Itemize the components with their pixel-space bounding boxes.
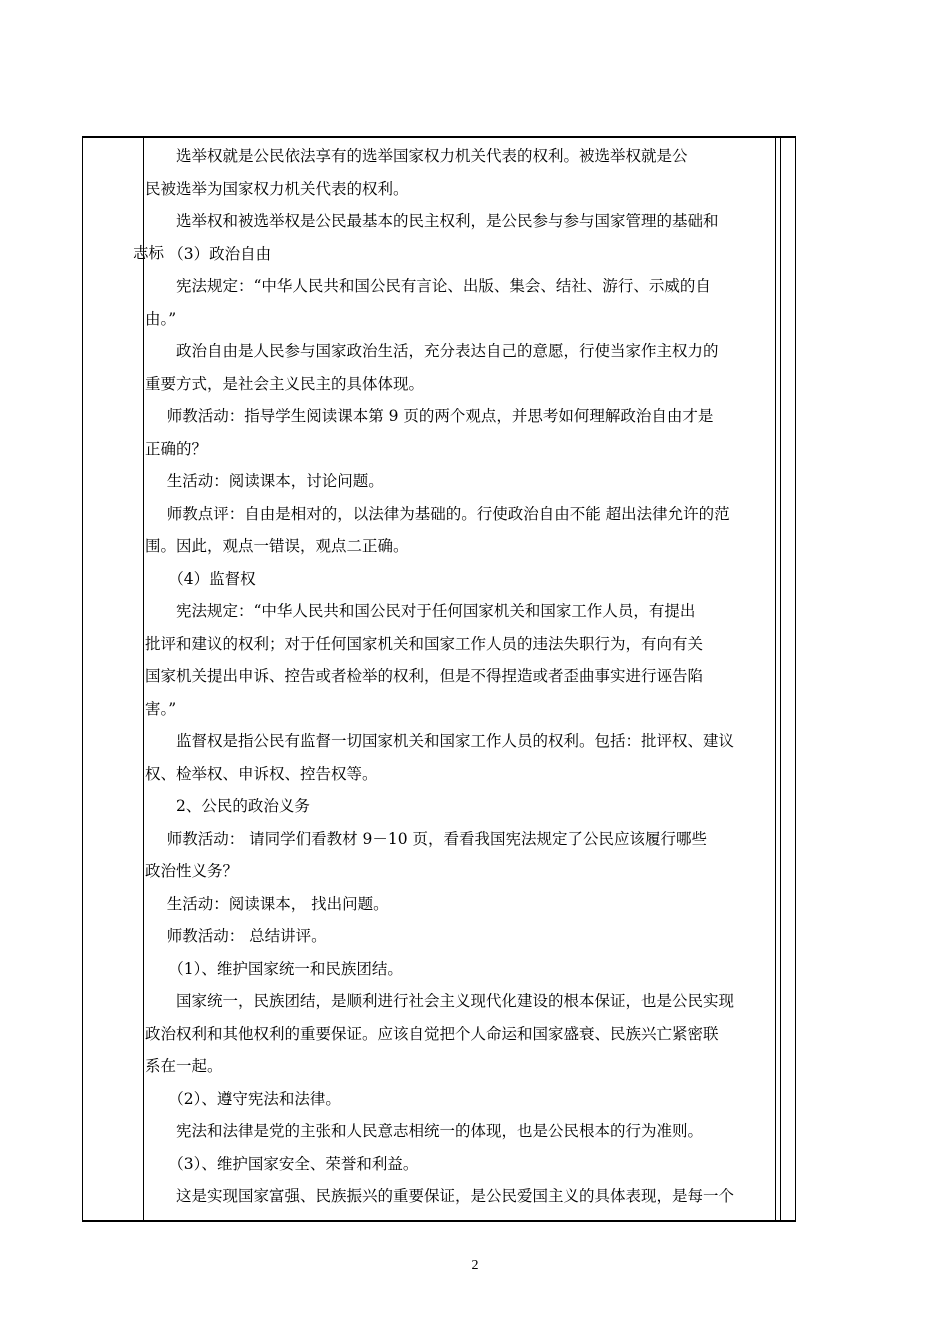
line-20: 监督权是指公民有监督一切国家机关和国家工作人员的权利。包括：批评权、建议 bbox=[176, 732, 735, 750]
line-16: 宪法规定：“中华人民共和国公民对于任何国家机关和国家工作人员，有提出 bbox=[176, 602, 696, 620]
line-31: （2）、遵守宪法和法律。 bbox=[168, 1089, 341, 1108]
line-1: 选举权就是公民依法享有的选举国家权力机关代表的权利。被选举权就是公 bbox=[176, 147, 688, 165]
line-24: 政治性义务？ bbox=[145, 862, 239, 880]
line-2: 民被选举为国家权力机关代表的权利。 bbox=[145, 179, 409, 198]
line-10: 师教活动：指导学生阅读课本第 9 页的两个观点，并思考如何理解政治自由才是 bbox=[166, 407, 714, 425]
line-9: 重要方式，是社会主义民主的具体体现。 bbox=[145, 374, 425, 393]
line-34: 这是实现国家富强、民族振兴的重要保证，是公民爱国主义的具体表现，是每一个 bbox=[176, 1187, 735, 1205]
right-column-border bbox=[775, 138, 776, 1220]
line-7: 由。” bbox=[145, 309, 177, 328]
line-27: （1）、维护国家统一和民族团结。 bbox=[168, 959, 403, 978]
line-26: 师教活动： 总结讲评。 bbox=[166, 927, 327, 945]
line-12: 生活动：阅读课本，讨论问题。 bbox=[166, 472, 384, 490]
line-19: 害。” bbox=[145, 699, 177, 718]
line-3: 选举权和被选举权是公民最基本的民主权利，是公民参与参与国家管理的基础和 bbox=[176, 212, 719, 230]
line-33: （3）、维护国家安全、荣誉和利益。 bbox=[168, 1154, 419, 1173]
line-13: 师教点评：自由是相对的，以法律为基础的。行使政治自由不能 超出法律允许的范 bbox=[166, 504, 730, 523]
line-23: 师教活动： 请同学们看教材 9－10 页，看看我国宪法规定了公民应该履行哪些 bbox=[166, 829, 708, 848]
line-11: 正确的？ bbox=[145, 439, 208, 458]
line-18: 国家机关提出申诉、控告或者检举的权利，但是不得捏造或者歪曲事实进行诬告陷 bbox=[145, 667, 704, 685]
left-column-border bbox=[143, 138, 144, 1220]
line-5: （3）政治自由 bbox=[168, 244, 272, 263]
line-32: 宪法和法律是党的主张和人民意志相统一的体现，也是公民根本的行为准则。 bbox=[176, 1122, 704, 1140]
line-14: 围。因此，观点一错误，观点二正确。 bbox=[145, 537, 409, 555]
line-29: 政治权利和其他权利的重要保证。应该自觉把个人命运和国家盛衰、民族兴亡紧密联 bbox=[145, 1024, 719, 1043]
document-body bbox=[145, 140, 773, 1213]
line-8: 政治自由是人民参与国家政治生活，充分表达自己的意愿，行使当家作主权力的 bbox=[176, 342, 719, 360]
line-15: （4）监督权 bbox=[168, 569, 256, 588]
line-28: 国家统一，民族团结，是顺利进行社会主义现代化建设的根本保证，也是公民实现 bbox=[176, 992, 735, 1010]
line-30: 系在一起。 bbox=[145, 1057, 223, 1075]
line-6: 宪法规定：“中华人民共和国公民有言论、出版、集会、结社、游行、示威的自 bbox=[176, 277, 711, 295]
overflow-text: 志标 bbox=[133, 244, 165, 262]
right-column-border-outer bbox=[780, 138, 781, 1220]
line-22: 2、公民的政治义务 bbox=[176, 797, 310, 815]
line-17: 批评和建议的权利；对于任何国家机关和国家工作人员的违法失职行为，有向有关 bbox=[145, 634, 704, 653]
line-25: 生活动：阅读课本， 找出问题。 bbox=[166, 894, 389, 913]
page-number: 2 bbox=[471, 1258, 479, 1273]
line-21: 权、检举权、申诉权、控告权等。 bbox=[145, 764, 378, 783]
